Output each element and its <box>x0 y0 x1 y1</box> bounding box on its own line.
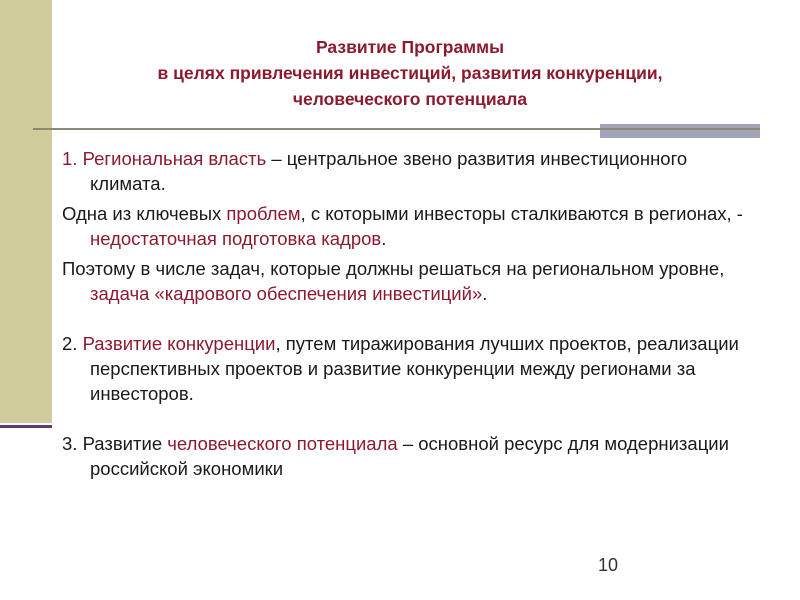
paragraph-competition <box>62 331 752 406</box>
paragraph-1-text: – центральное звено развития инвестиционного климата. <box>90 148 688 194</box>
paragraph-3-text-a: Поэтому в числе задач, которые должны решаться на региональном уровне, <box>62 258 725 279</box>
paragraph-spacer <box>62 411 752 431</box>
paragraph-spacer <box>62 311 752 331</box>
page-number: 10 <box>598 555 619 575</box>
paragraph-2-highlight-training: недостаточная подготовка кадров <box>90 228 382 249</box>
paragraph-5-text-a: 3. Развитие <box>62 433 168 454</box>
slide-title <box>60 34 760 112</box>
paragraph-2-highlight-problems: проблем <box>226 203 301 224</box>
paragraph-5-text-b: – основной ресурс для модернизации российской экономики <box>90 433 729 479</box>
paragraph-4-highlight: Развитие конкуренции <box>82 333 276 354</box>
paragraph-key-problem <box>62 201 752 251</box>
paragraph-2-text-b: , с которыми инвесторы сталкиваются в регионах, - <box>300 203 743 224</box>
paragraph-human-potential <box>62 431 752 481</box>
paragraph-1-highlight: 1. Региональная власть <box>62 148 267 169</box>
paragraph-3-text-b: . <box>482 283 488 304</box>
decorative-side-bar <box>0 0 52 423</box>
title-rule-accent <box>600 124 760 138</box>
paragraph-4-text-b: , путем тиражирования лучших проектов, реализации перспективных проектов и развитие конкуренции между регионами за инвесторов. <box>90 333 739 404</box>
slide-title-line-3: человеческого потенциала <box>292 89 528 109</box>
title-rule <box>33 128 760 130</box>
paragraph-3-highlight: задача «кадрового обеспечения инвестиций» <box>90 283 483 304</box>
slide-title-line-1: Развитие Программы <box>315 37 505 57</box>
paragraph-5-highlight: человеческого потенциала <box>167 433 398 454</box>
slide-title-line-2: в целях привлечения инвестиций, развития конкуренции, <box>157 63 663 83</box>
paragraph-4-text-a: 2. <box>62 333 83 354</box>
decorative-side-line <box>0 425 52 428</box>
paragraph-2-text-a: Одна из ключевых <box>62 203 227 224</box>
paragraph-2-text-c: . <box>381 228 387 249</box>
paragraph-regional-authority <box>62 146 752 196</box>
paragraph-tasks <box>62 256 752 306</box>
slide-body <box>62 146 752 486</box>
